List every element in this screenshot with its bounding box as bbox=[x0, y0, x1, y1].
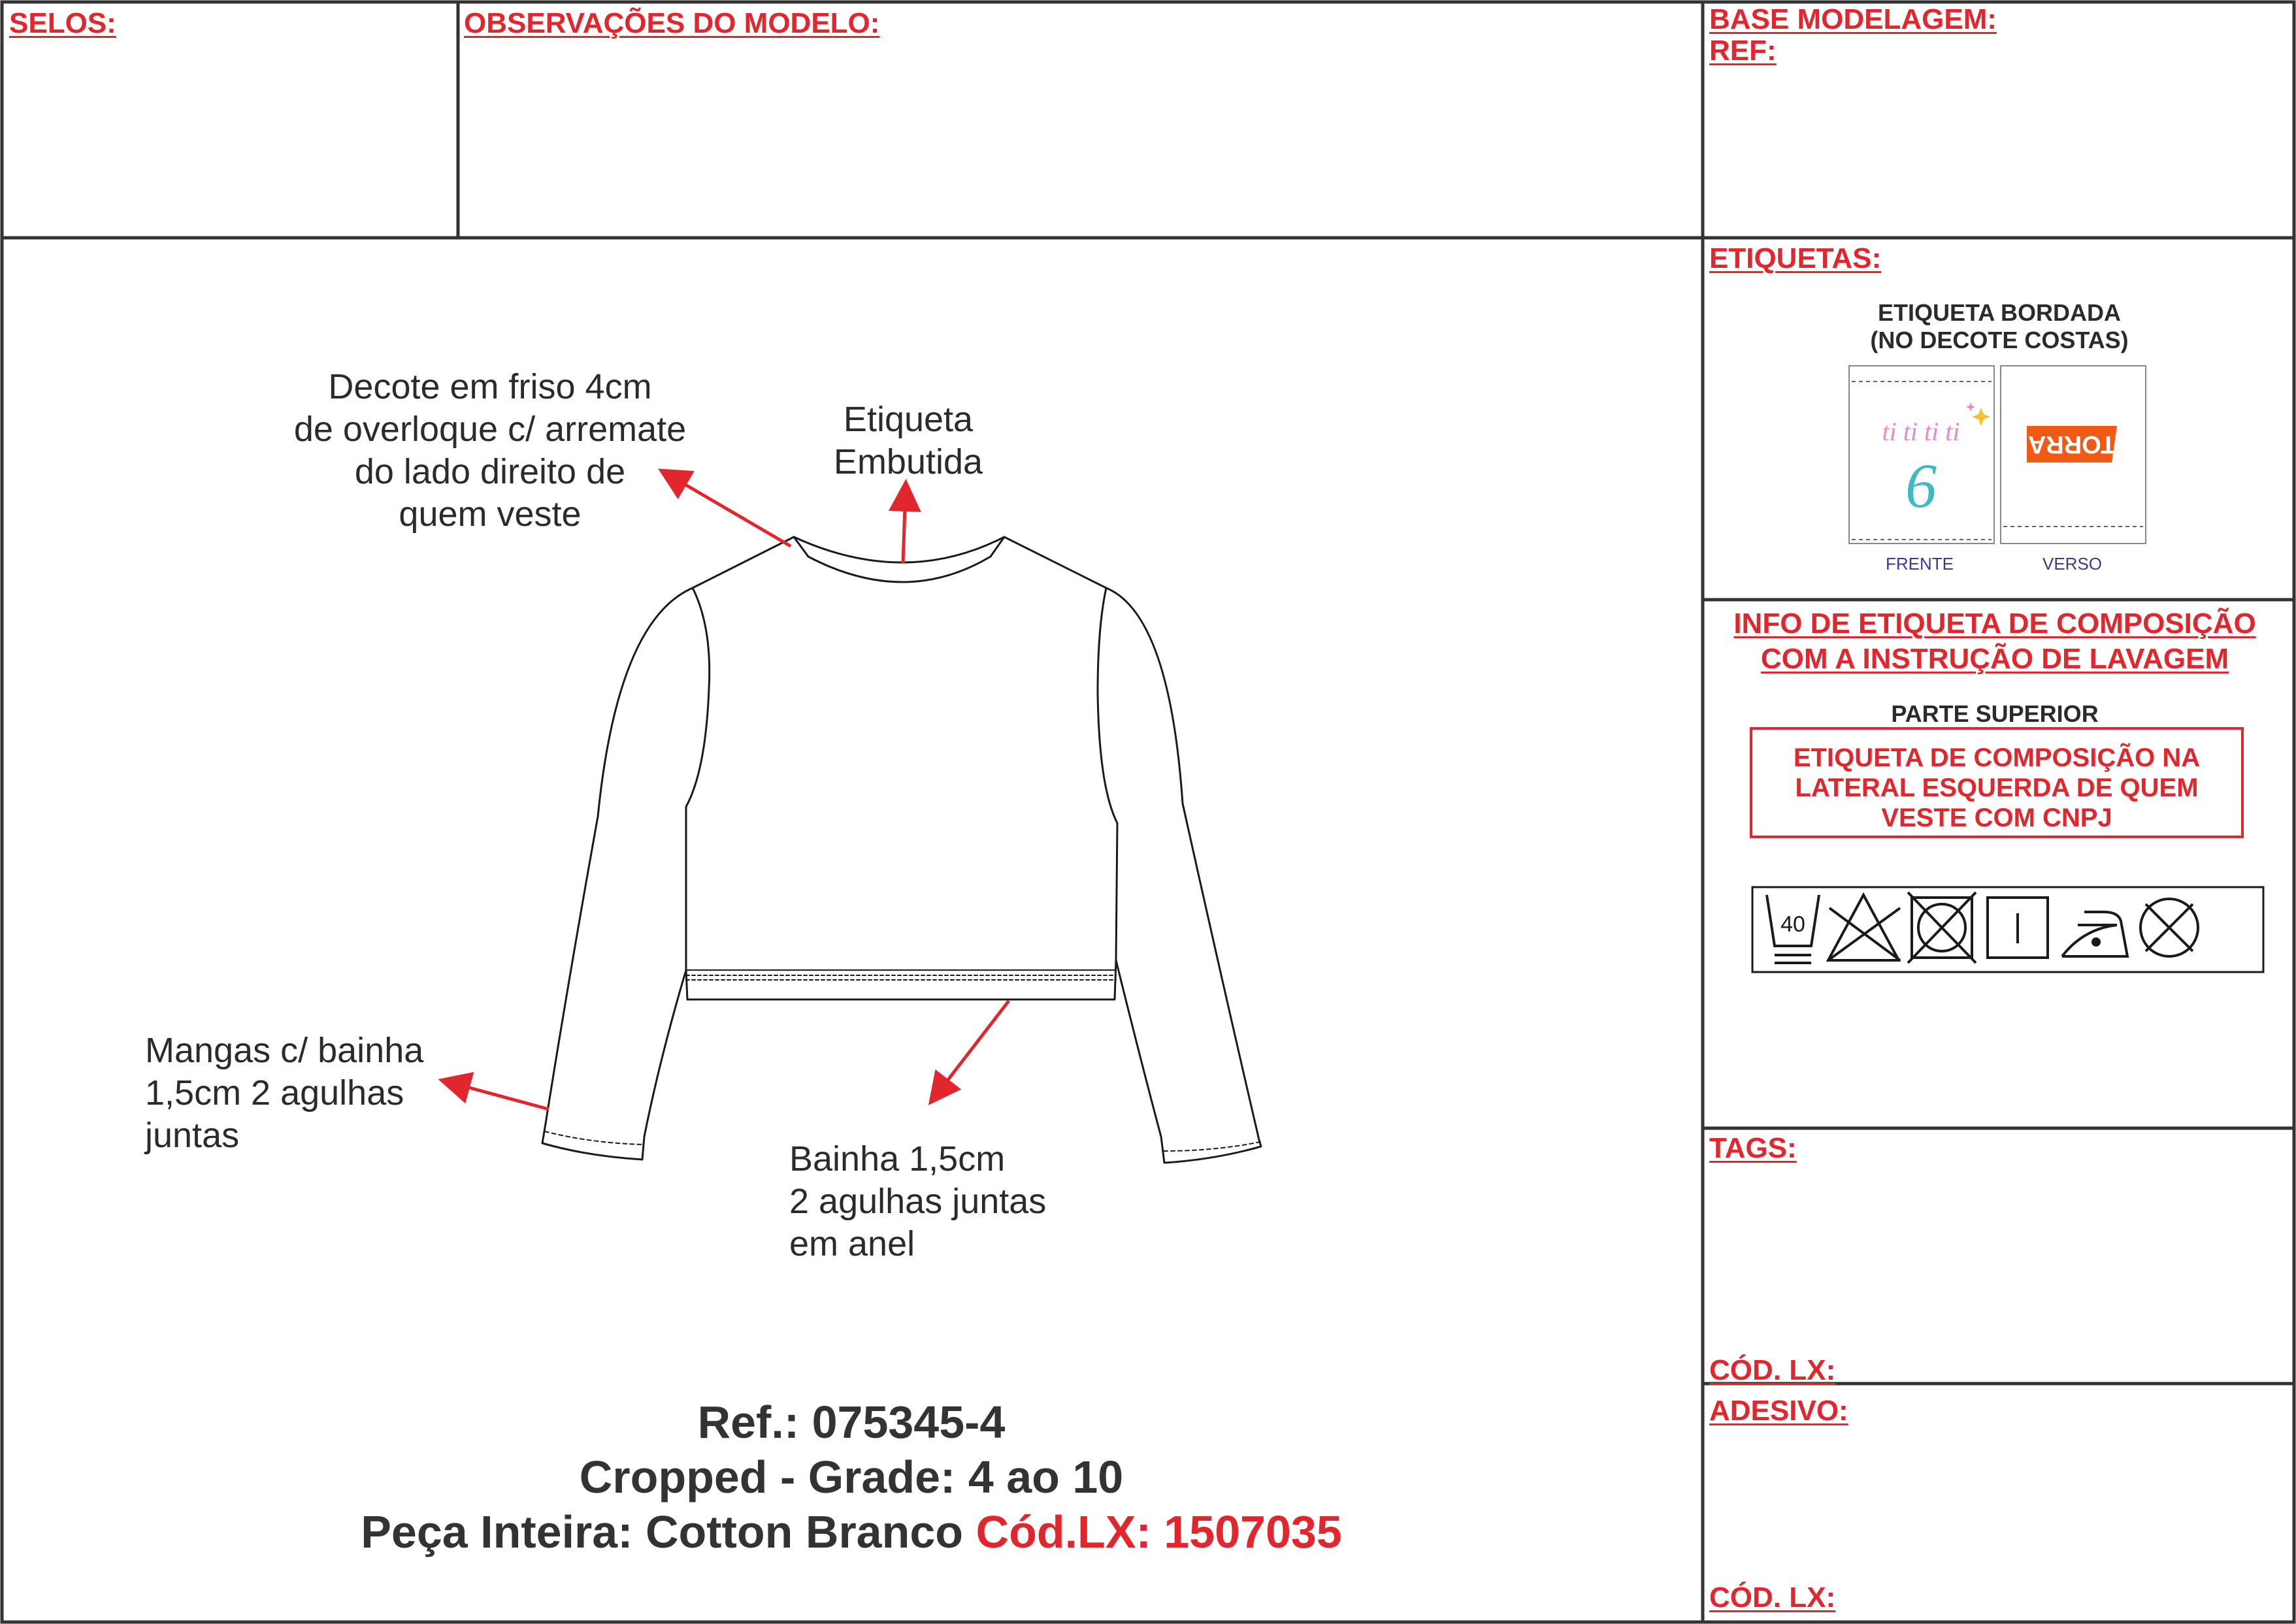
etiqueta-note: Etiqueta Embutida bbox=[833, 400, 983, 481]
observacoes-title: OBSERVAÇÕES DO MODELO: bbox=[464, 7, 880, 39]
reference-code: Ref.: 075345-4 bbox=[697, 1397, 1006, 1448]
tags-title: TAGS: bbox=[1709, 1132, 1797, 1164]
etiquetas-title: ETIQUETAS: bbox=[1709, 242, 1882, 274]
adesivo-title: ADESIVO: bbox=[1709, 1395, 1848, 1427]
mangas-arrow bbox=[448, 1082, 549, 1109]
selos-title: SELOS: bbox=[9, 7, 116, 39]
tags-cod-lx: CÓD. LX: bbox=[1709, 1354, 1836, 1386]
care-symbols-strip bbox=[1751, 886, 2265, 973]
label-front-brand: ti ti ti ti bbox=[1882, 417, 1960, 446]
label-front-size: 6 bbox=[1905, 451, 1937, 521]
reference-grade: Cropped - Grade: 4 ao 10 bbox=[579, 1452, 1124, 1502]
bainha-note: Bainha 1,5cm 2 agulhas juntas em anel bbox=[789, 1139, 1047, 1263]
etiqueta-arrow bbox=[903, 489, 906, 563]
reference-block bbox=[0, 1395, 1703, 1559]
no-tumble-dry-icon bbox=[1908, 892, 1976, 963]
decote-note: Decote em friso 4cm de overloque c/ arremate do lado direito de quem veste bbox=[293, 367, 687, 534]
part-label: PARTE SUPERIOR bbox=[1891, 700, 2099, 727]
label-front-caption: FRENTE bbox=[1886, 554, 1954, 574]
base-modelagem-title: BASE MODELAGEM: bbox=[1709, 3, 1997, 35]
label-back-brand: TORRA bbox=[2027, 430, 2116, 458]
label-back-caption: VERSO bbox=[2042, 554, 2103, 574]
adesivo-cod-lx: CÓD. LX: bbox=[1709, 1582, 1836, 1614]
bainha-arrow bbox=[934, 1001, 1009, 1097]
reference-fabric: Peça Inteira: Cotton Branco Cód.LX: 1507035 bbox=[361, 1506, 1342, 1557]
mangas-note: Mangas c/ bainha 1,5cm 2 agulhas juntas bbox=[145, 1031, 424, 1155]
composition-title: INFO DE ETIQUETA DE COMPOSIÇÃO COM A INSTRUÇÃO DE LAVAGEM bbox=[1733, 608, 2256, 675]
reference-lx-code: Cód.LX: 1507035 bbox=[976, 1506, 1342, 1557]
composition-instruction-box: ETIQUETA DE COMPOSIÇÃO NA LATERAL ESQUERDA DE QUEM VESTE COM CNPJ bbox=[1750, 727, 2244, 838]
ref-title: REF: bbox=[1709, 35, 1777, 67]
embroidered-label-title: ETIQUETA BORDADA (NO DECOTE COSTAS) bbox=[1870, 299, 2129, 353]
svg-text:40: 40 bbox=[1780, 912, 1805, 937]
embroidered-label-images bbox=[1843, 363, 2150, 546]
